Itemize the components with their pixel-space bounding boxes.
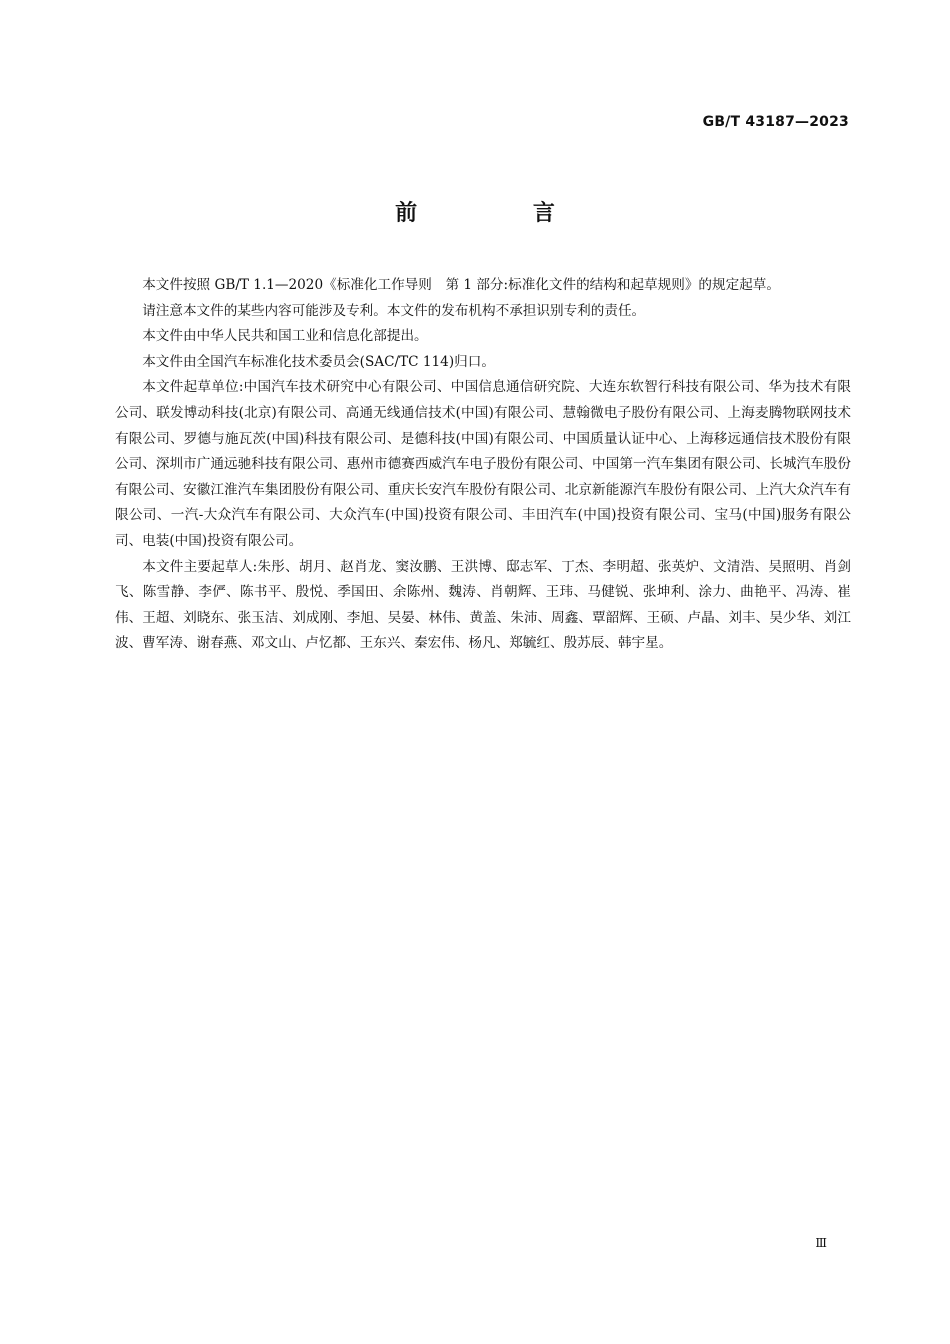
paragraph-committee: 本文件由全国汽车标准化技术委员会(SAC/TC 114)归口。 bbox=[142, 353, 495, 370]
paragraph-drafting-rules: 本文件按照 GB/T 1.1—2020《标准化工作导则 第 1 部分:标准化文件的结构和起草规则》的规定起草。 bbox=[142, 277, 780, 293]
paragraph-patent-notice: 请注意本文件的某些内容可能涉及专利。本文件的发布机构不承担识别专利的责任。 bbox=[142, 302, 646, 319]
page-title: 前 言 bbox=[395, 201, 609, 226]
foreword-body bbox=[115, 273, 851, 657]
paragraph-drafting-units: 本文件起草单位:中国汽车技术研究中心有限公司、中国信息通信研究院、大连东软智行科技有限公司、华为技术有限公司、联发博动科技(北京)有限公司、高通无线通信技术(中国)有限公司、慧翰微电子股份有限公司、上海麦腾物联网技术有限公司、罗德与施瓦茨(中国)科技有限公司、是德科技(中国)有限公司、中国质量认证中心、上海移远通信技术股份有限公司、深圳市广通远驰科技有限公司、惠州市德赛西威汽车电子股份有限公司、中国第一汽车集团有限公司、长城汽车股份有限公司、安徽江淮汽车集团股份有限公司、重庆长安汽车股份有限公司、北京新能源汽车股份有限公司、上汽大众汽车有限公司、一汽-大众汽车有限公司、大众汽车(中国)投资有限公司、丰田汽车(中国)投资有限公司、宝马(中国)服务有限公司、电装(中国)投资有限公司。 bbox=[115, 379, 851, 549]
paragraph-proposer: 本文件由中华人民共和国工业和信息化部提出。 bbox=[142, 328, 428, 345]
standard-number: GB/T 43187—2023 bbox=[702, 114, 849, 130]
page-number: Ⅲ bbox=[815, 1236, 827, 1250]
paragraph-drafters: 本文件主要起草人:朱彤、胡月、赵肖龙、窦汝鹏、王洪博、邸志军、丁杰、李明超、张英炉、文清浩、吴照明、肖剑飞、陈雪静、李俨、陈书平、殷悦、季国田、余陈州、魏涛、肖朝辉、王玮、马健锐、张坤利、涂力、曲艳平、冯涛、崔伟、王超、刘晓东、张玉洁、刘成刚、李旭、吴晏、林伟、黄盖、朱沛、周鑫、覃韶辉、王硕、卢晶、刘丰、吴少华、刘江波、曹军涛、谢春燕、邓文山、卢忆都、王东兴、秦宏伟、杨凡、郑毓红、殷苏辰、韩宇星。 bbox=[115, 558, 851, 652]
